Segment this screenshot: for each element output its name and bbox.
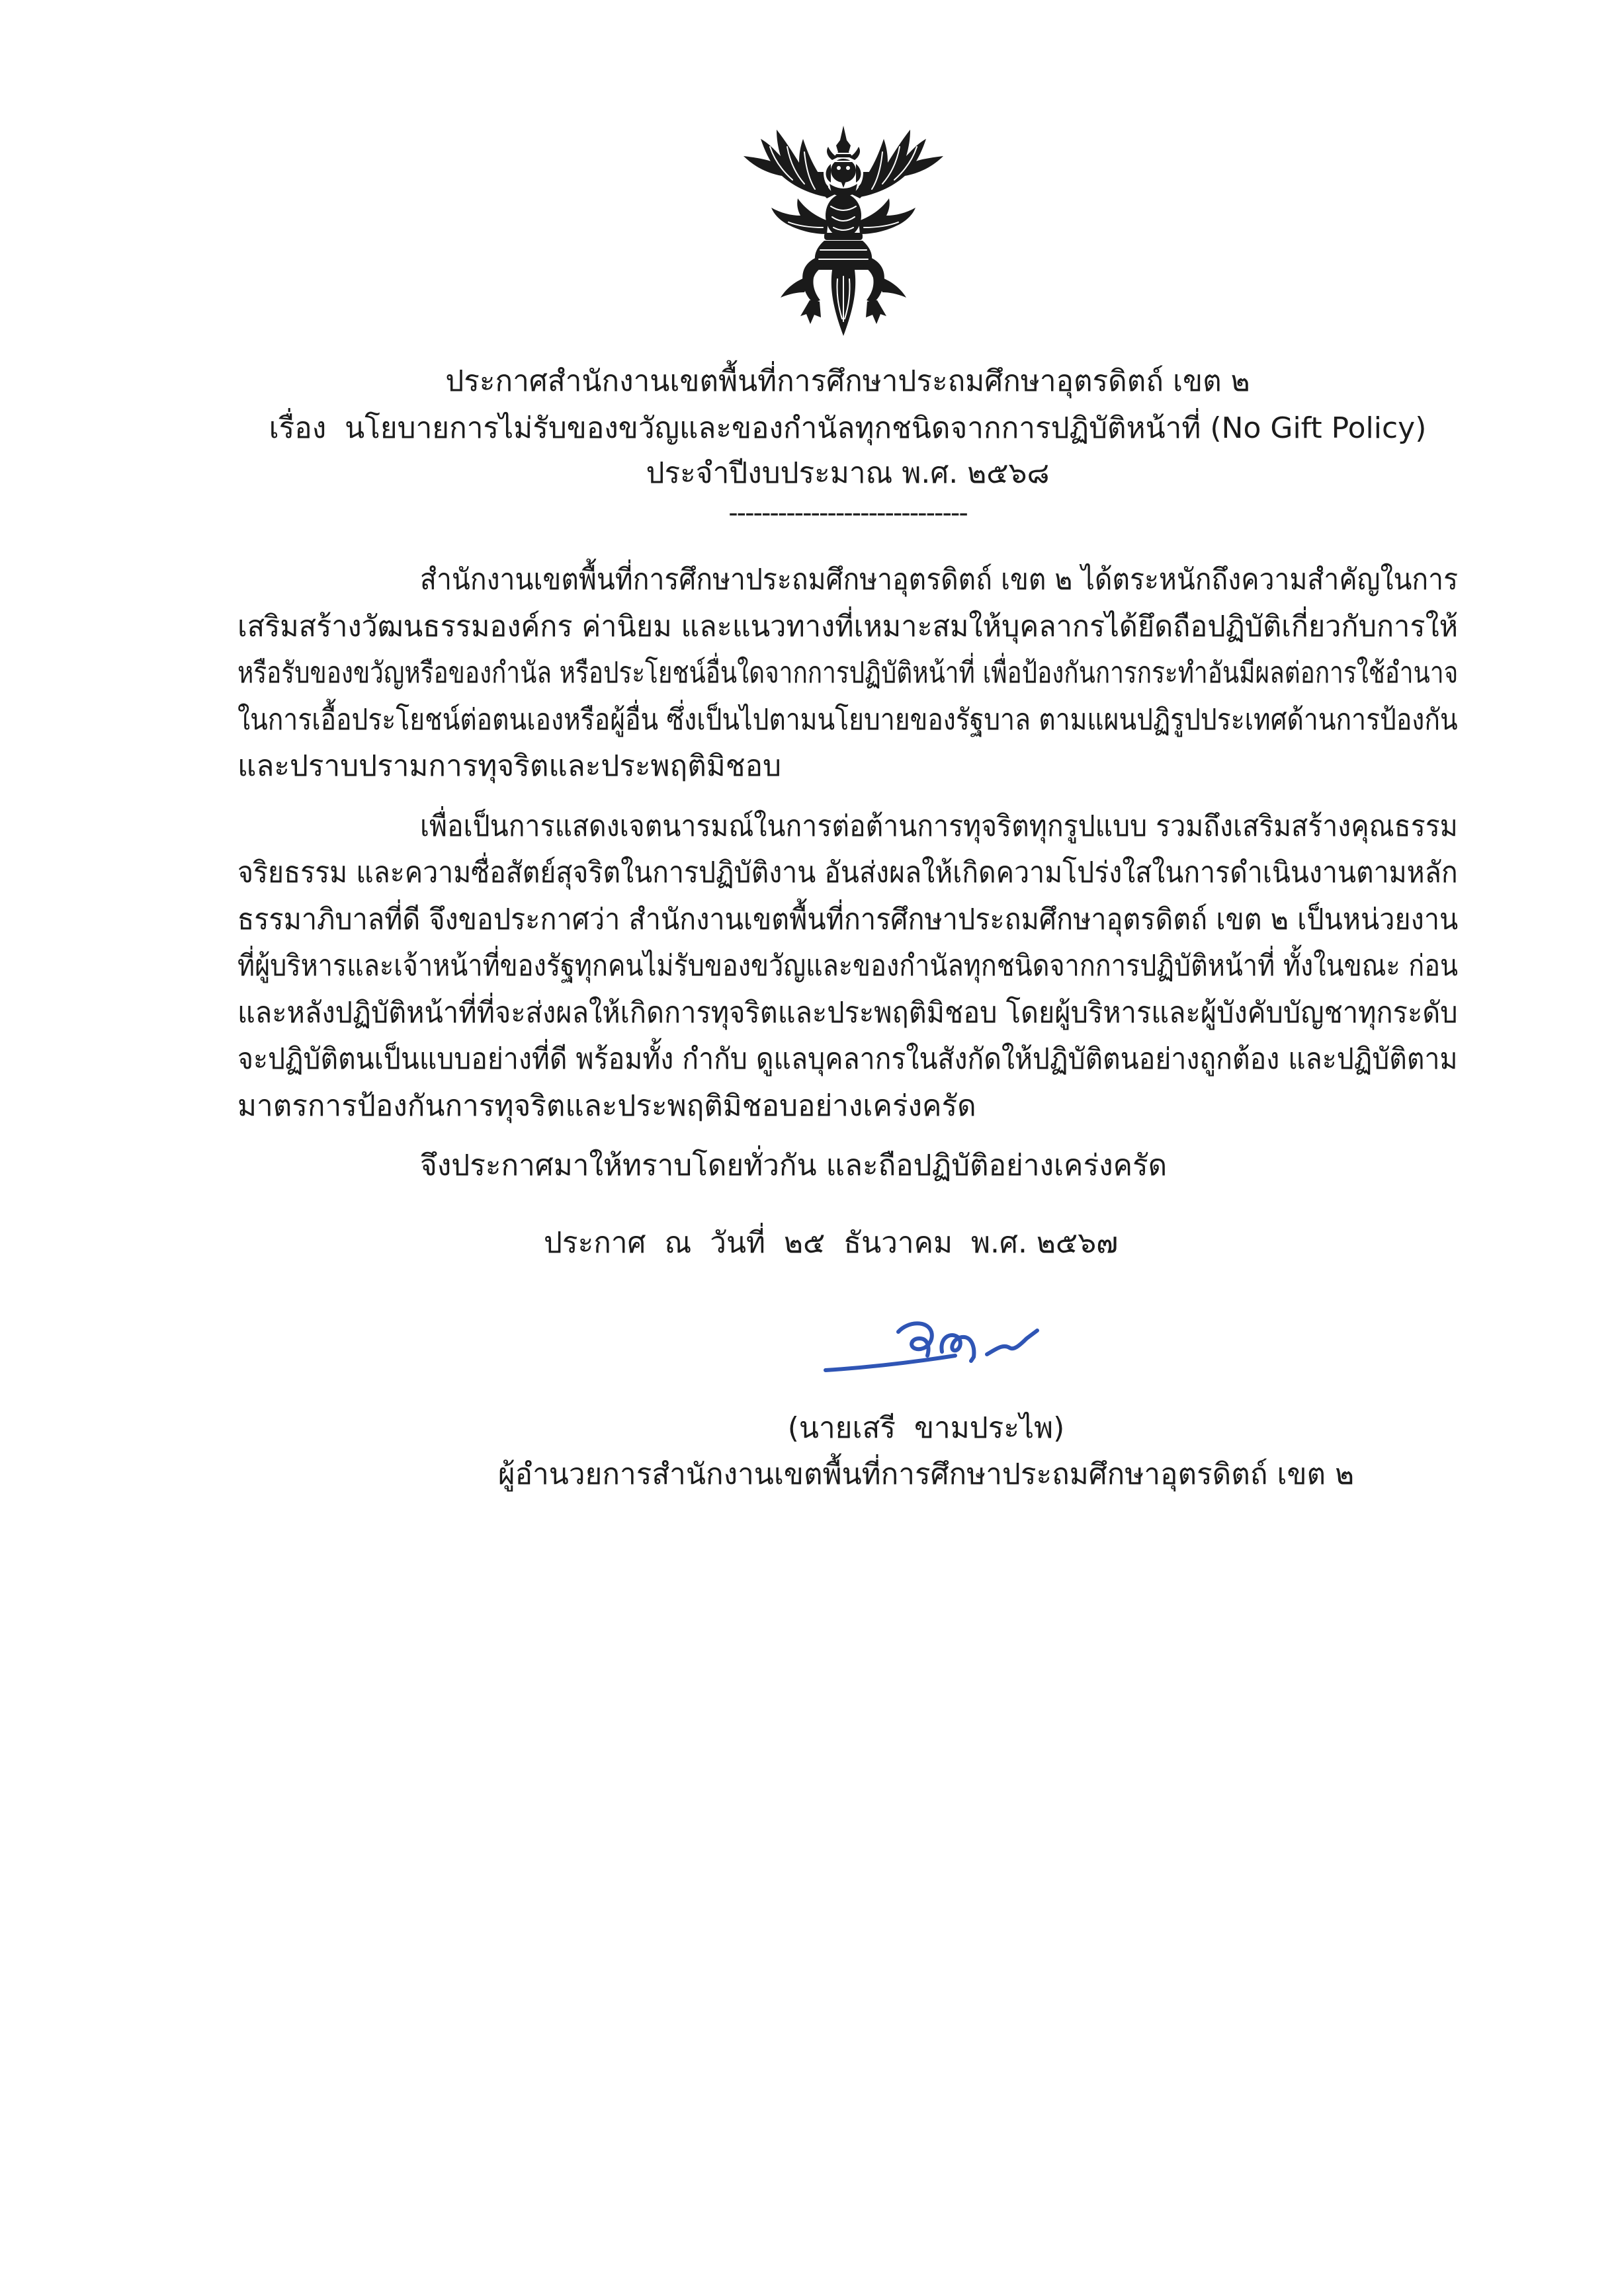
signatory-name: (นายเสรี ขามประไพ) [787, 1411, 1065, 1445]
closing-statement: จึงประกาศมาให้ทราบโดยทั่วกัน และถือปฏิบัติอย่างเคร่งครัด [420, 1149, 1168, 1182]
heading-separator: ----------------------------- [728, 498, 967, 528]
announcement-title: ประกาศสำนักงานเขตพื้นที่การศึกษาประถมศึกษาอุตรดิตถ์ เขต ๒ [445, 364, 1250, 398]
garuda-emblem [734, 123, 953, 341]
paragraph-line: และปราบปรามการทุจริตและประพฤติมิชอบ [237, 749, 781, 783]
announcement-date: ประกาศ ณ วันที่ ๒๕ ธันวาคม พ.ศ. ๒๕๖๗ [544, 1226, 1119, 1260]
paragraph-line: จะปฏิบัติตนเป็นแบบอย่างที่ดี พร้อมทั้ง กำกับ ดูแลบุคลากรในสังกัดให้ปฏิบัติตนอย่างถูกต้อง และปฏิบัติตาม [237, 1042, 1458, 1076]
paragraph-line: ที่ผู้บริหารและเจ้าหน้าที่ของรัฐทุกคนไม่รับของขวัญและของกำนัลทุกชนิดจากการปฏิบัติหน้าที่ ทั้งในขณะ ก่อน [237, 949, 1459, 983]
signatory-position: ผู้อำนวยการสำนักงานเขตพื้นที่การศึกษาประถมศึกษาอุตรดิตถ์ เขต ๒ [497, 1457, 1355, 1491]
paragraph-line: มาตรการป้องกันการทุจริตและประพฤติมิชอบอย่างเคร่งครัด [237, 1089, 976, 1123]
paragraph-line: และหลังปฏิบัติหน้าที่ที่จะส่งผลให้เกิดการทุจริตและประพฤติมิชอบ โดยผู้บริหารและผู้บังคับบัญชาทุกระดับ [237, 996, 1458, 1030]
paragraph-line: หรือรับของขวัญหรือของกำนัล หรือประโยชน์อื่นใดจากการปฏิบัติหน้าที่ เพื่อป้องกันการกระทำอันมีผลต่อการใช้อำนาจ [237, 656, 1459, 690]
paragraph-line: เสริมสร้างวัฒนธรรมองค์กร ค่านิยม และแนวทางที่เหมาะสมให้บุคลากรได้ยึดถือปฏิบัติเกี่ยวกับการให้ [237, 610, 1459, 643]
paragraph-line: เพื่อเป็นการแสดงเจตนารมณ์ในการต่อต้านการทุจริตทุกรูปแบบ รวมถึงเสริมสร้างคุณธรรม [420, 809, 1458, 843]
paragraph-line: ธรรมาภิบาลที่ดี จึงขอประกาศว่า สำนักงานเขตพื้นที่การศึกษาประถมศึกษาอุตรดิตถ์ เขต ๒ เป็นหน่วยงาน [237, 903, 1459, 936]
handwritten-signature [820, 1316, 1052, 1379]
paragraph-line: จริยธรรม และความซื่อสัตย์สุจริตในการปฏิบัติงาน อันส่งผลให้เกิดความโปร่งใสในการดำเนินงานตามหลัก [237, 856, 1458, 889]
fiscal-year-line: ประจำปีงบประมาณ พ.ศ. ๒๕๖๘ [646, 456, 1050, 490]
paragraph-line: ในการเอื้อประโยชน์ต่อตนเองหรือผู้อื่น ซึ่งเป็นไปตามนโยบายของรัฐบาล ตามแผนปฏิรูปประเทศด้านการป้องกัน [237, 703, 1458, 737]
paragraph-line: สำนักงานเขตพื้นที่การศึกษาประถมศึกษาอุตรดิตถ์ เขต ๒ ได้ตระหนักถึงความสำคัญในการ [420, 563, 1459, 596]
announcement-subject: เรื่อง นโยบายการไม่รับของขวัญและของกำนัลทุกชนิดจากการปฏิบัติหน้าที่ (No Gift Policy) [269, 411, 1427, 445]
